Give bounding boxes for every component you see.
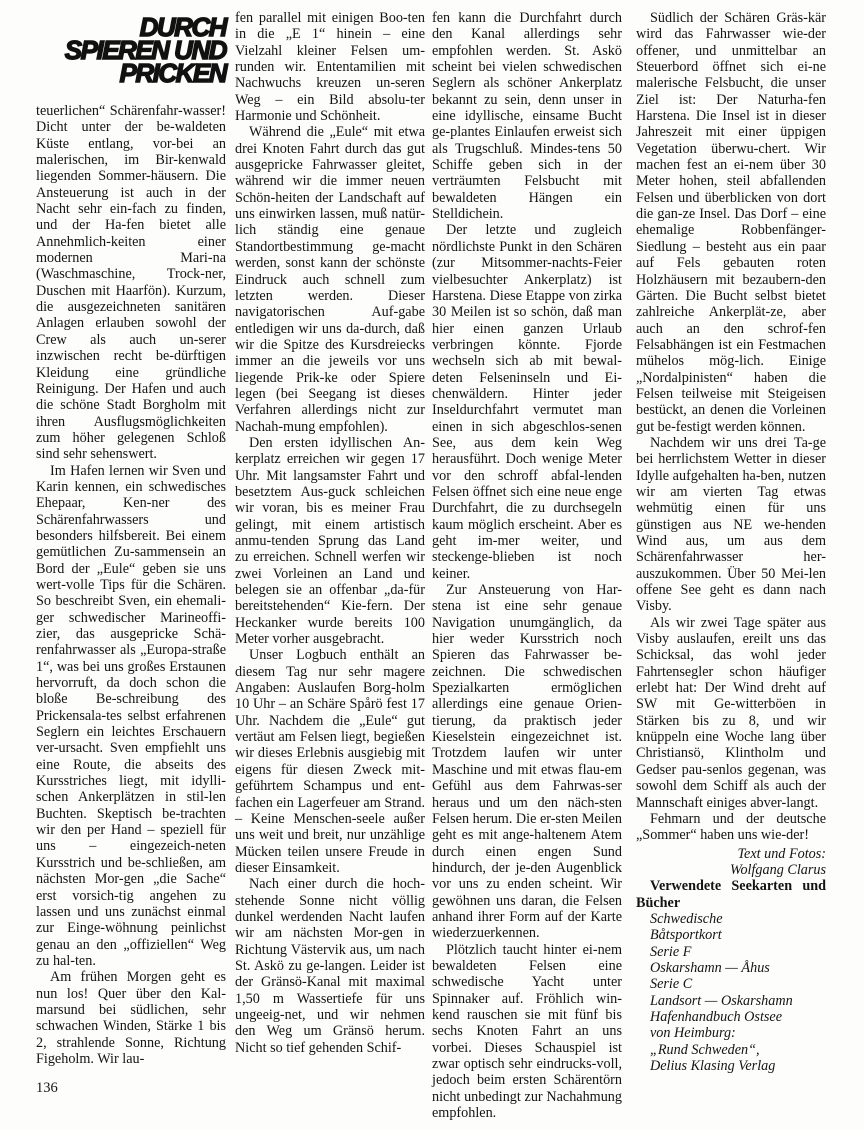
sources-item: von Heimburg: xyxy=(650,1025,736,1042)
title-line: SPIEREN UND xyxy=(64,35,226,65)
sources-item: Båtsportkort xyxy=(650,927,722,944)
sources-item: Hafenhandbuch Ostsee xyxy=(650,1008,782,1025)
paragraph: Im Hafen lernen wir Sven und Karin kennen, ein schwedisches Ehepaar, Ken-ner des Schärenfahrwassers und besonders hilfsbereit. Bei einem gemütlichen Zu-sammensein an Bord der „Eule“ geben sie uns wert-volle Tips für die Schären. So beschreibt Sven, ein ehemali-ger schwedischer Marineoffi-zier, das ausgepricke Schä-renfahrwasser als „Europa-straße 1“, was bei uns großes Erstaunen hervorruft, da doch schon die bloße Be-schreibung des Prickensala-tes selbst erfahrenen Seglern ein leichtes Erschauern ver-ursacht. Sven empfiehlt uns eine Route, die abseits des Kursstriches liegt, mit idylli-schen Ankerplätzen in stil-len Buchten. Skeptisch be-trachten wir den per Hand – speziell für uns – eingezeich-neten Kursstrich und be-schließen, am nächsten Mor-gen „die Sache“ erst vorsich-tig angehen zu lassen und uns zunächst einmal zur Einge-wöhnung peinlichst genau an den „offiziellen“ Weg zu hal-ten. xyxy=(36,462,226,969)
paragraph: Südlich der Schären Gräs-kär wird das Fahrwasser wie-der offener, und unmittelbar an Steuerbord öffnet sich ei-ne malerische Felsbucht, die unser Ziel ist: Der Naturha-fen Harstena. Die Insel ist in dieser Jahreszeit mit einer üppigen Vegetation überwu-chert. Wir machen fest an ei-nem über 30 Meter hohen, steil abfallenden Felsen und überblicken von dort die gan-ze Insel. Das Dorf – eine ehemalige Robbenfänger-Siedlung – besteht aus ein paar auf Fels gebauten roten Holzhäusern mit bezaubern-den Gärten. Die Bucht selbst bietet zahlreiche Ankerplät-ze, aber auch an den schrof-fen Felsabhängen ist ein Festmachen mühelos mög-lich. Einige „Nordalpinisten“ haben die Felsen teilweise mit Steigeisen bestückt, an denen die Vorleinen gut be-festigt werden können. xyxy=(636,10,826,435)
paragraph: Während die „Eule“ mit etwa drei Knoten Fahrt durch das gut ausgepricke Fahrwasser gleitet, während wir die immer neuen Schön-heiten der Landschaft auf uns einwirken lassen, muß natür-lich ständig eine genaue Standortbestimmung ge-macht werden, sonst kann der schönste Eindruck auch schnell zum letzten werden. Dieser navigatorischen Auf-gabe entledigen wir uns da-durch, daß wir die Spitze des Kursdreiecks immer an die jeweils vor uns liegende Prik-ke oder Spiere legen (bei Seegang ist dieses Verfahren allerdings nicht zur Nachah-mung empfohlen). xyxy=(235,124,425,435)
column-body xyxy=(432,10,622,1121)
column-body xyxy=(636,10,826,844)
sources-list xyxy=(636,911,826,1074)
sources-item: Serie F xyxy=(650,943,692,960)
text-column-4 xyxy=(636,10,826,1074)
paragraph: Unser Logbuch enthält an diesem Tag nur sehr magere Angaben: Auslaufen Borg-holm 10 Uhr – an Schäre Spårö fest 17 Uhr. Nachdem die „Eule“ gut vertäut am Felsen liegt, begießen wir dieses Erlebnis ausgiebig mit eigens für diesen Zweck mit-geführtem Schampus und ent-fachen ein Lagerfeuer am Strand. – Keine Menschen-seele außer uns weit und breit, nur unzählige Mücken teilen unsere Freude in dieser Einsamkeit. xyxy=(235,647,425,876)
paragraph: Nachdem wir uns drei Ta-ge bei herrlichstem Wetter in dieser Idylle aufgehalten ha-ben, nutzen wir am vierten Tag etwas wehmütig einen für uns günstigen aus NE we-henden Wind aus, um aus dem Schärenfahrwasser her-auszukommen. Über 50 Mei-len offene See geht es dann nach Visby. xyxy=(636,434,826,615)
paragraph: fen kann die Durchfahrt durch den Kanal allerdings sehr empfohlen werden. St. Askö scheint bei vielen schwedischen Seglern als schöner Ankerplatz bekannt zu sein, denn unser in eine idyllische, einsame Bucht ge-plantes Einlaufen erweist sich als Trugschluß. Mindes-tens 50 Schiffe geben sich in der verträumten Felsbucht mit bewaldeten Hängen ein Stelldichein. xyxy=(432,10,622,223)
sources-item: Delius Klasing Verlag xyxy=(650,1058,776,1074)
paragraph: Fehmarn und der deutsche „Sommer“ haben uns wie-der! xyxy=(636,810,826,844)
paragraph: Der letzte und zugleich nördlichste Punkt in den Schären (zur Mitsommer-nachts-Feier vielbesuchter Ankerplatz) ist Harstena. Diese Etappe von zirka 30 Meilen ist so schön, daß man hier einen ganzen Urlaub verbringen könnte. Fjorde wechseln sich ab mit bewal-deten Felseninseln und Ei-chenwäldern. Hinter jeder Inseldurchfahrt vermutet man einen in sich abgeschlos-senen See, aus dem kein Weg herausführt. Doch wenige Meter vor den schroff abfal-lenden Felsen öffnet sich eine neue enge Durchfahrt, die zu durchsegeln kaum möglich erscheint. Aber es geht im-mer weiter, und steckenge-blieben ist noch keiner. xyxy=(432,222,622,582)
paragraph: teuerlichen“ Schärenfahr-wasser! Dicht unter der be-waldeten Küste entlang, vor-bei an malerischen, im Bir-kenwald liegenden Sommer-häusern. Die Ansteuerung ist auch in der Nacht sehr ein-fach zu finden, und der Ha-fen bietet alle Annehmlich-keiten einer modernen Mari-na (Waschmaschine, Trock-ner, Duschen mit Haarfön). Kurzum, die ausgezeichneten sanitären Anlagen erlauben sowohl der Crew als auch un-serer inzwischen recht be-dürftigen Kleidung eine gründliche Reinigung. Der Hafen und auch die schöne Stadt Borgholm mit ihren Ausflugsmöglichkeiten zum höher gelegenen Schloß sind sehr sehenswert. xyxy=(36,103,226,463)
sources-item: Serie C xyxy=(650,976,693,993)
credits-line: Text und Fotos: xyxy=(737,845,826,862)
column-body xyxy=(235,10,425,1056)
sources-title: Verwendete Seekarten und Bücher xyxy=(636,878,826,911)
paragraph: Zur Ansteuerung von Har-stena ist eine sehr genaue Navigation unumgänglich, da hier weder Kursstrich noch Spieren das Fahrwasser be-zeichnen. Die schwedischen Spezialkarten ermöglichen allerdings eine genaue Orien-tierung, da praktisch jeder Kieselstein eingezeichnet ist. Trotzdem laufen wir unter Maschine und mit etwas flau-em Gefühl aus dem Fahrwas-ser heraus und um den näch-sten Felsen herum. Die er-sten Meilen geht es mit ange-haltenem Atem durch einen engen Sund hindurch, der je-den Augenblick vor uns zu enden scheint. Wir gewöhnen uns daran, die Felsen anhand ihrer Form auf der Karte wiederzuerkennen. xyxy=(432,582,623,942)
paragraph: Nach einer durch die hoch-stehende Sonne nicht völlig dunkel werdenden Nacht laufen wir am nächsten Mor-gen in Richtung Västervik aus, um nach St. Askö zu ge-langen. Leider ist der Gränsö-Kanal mit maximal 1,50 m Wassertiefe für uns ungeeig-net, und wir nehmen den Weg um Gränsö herum. Nicht so tief gehenden Schif- xyxy=(235,876,425,1056)
sources-item: „Rund Schweden“, xyxy=(650,1041,760,1058)
paragraph: Als wir zwei Tage später aus Visby auslaufen, ereilt uns das Schicksal, das wohl jeder Fahrtensegler schon häufiger erlebt hat: Der Wind dreht auf SW mit Ge-witterböen in Stärken bis zu 8, und wir knüppeln eine Woche lang über Christiansö, Klintholm und Gedser pau-senlos gegenan, was sowohl dem Schiff als auch der Mannschaft einiges abver-langt. xyxy=(636,614,826,811)
paragraph: Den ersten idyllischen An-kerplatz erreichen wir gegen 17 Uhr. Mit langsamster Fahrt und besetztem Aus-guck schleichen wir voran, bis es meiner Frau gelingt, mit einem artistisch anmu-tenden Sprung das Land zu erreichen. Schnell werfen wir zwei Vorleinen an Land und belegen sie an offenbar „da-für bereitstehenden“ Kie-fern. Der Heckanker wurde bereits 100 Meter vorher ausgebracht. xyxy=(235,434,425,648)
page-number: 136 xyxy=(36,1080,58,1096)
text-column-1 xyxy=(36,8,226,1067)
paragraph: fen parallel mit einigen Boo-ten in die „E 1“ hinein – eine Vielzahl kleiner Felsen um-runden wir. Ententamilien mit Nachwuchs kreuzen un-seren Weg – ein Bild absolu-ter Harmonie und Schönheit. xyxy=(235,10,425,125)
paragraph: Plötzlich taucht hinter ei-nem bewaldeten Felsen eine schwedische Yacht unter Spinnaker auf. Fröhlich win-kend rauschen sie mit fünf bis sechs Knoten Fahrt an uns vorbei. Dieses Schauspiel ist zwar optisch sehr eindrucks-voll, jedoch beim ersten Schärentörn nicht unbedingt zur Nachahmung empfohlen. xyxy=(432,941,622,1122)
sources-item: Oskarshamn — Åhus xyxy=(650,959,770,976)
sources-box xyxy=(636,878,826,1074)
title-line: DURCH xyxy=(139,12,226,42)
paragraph: Am frühen Morgen geht es nun los! Quer über den Kal-marsund bei südlichen, sehr schwachen Winden, Stärke 1 bis 2, strahlende Sonne, Richtung Figeholm. Wir lau- xyxy=(36,969,226,1067)
article-title xyxy=(36,12,226,88)
sources-item: Landsort — Oskarshamn xyxy=(650,992,793,1009)
text-column-3 xyxy=(432,10,622,1121)
column-body xyxy=(36,103,226,1067)
title-line: PRICKEN xyxy=(119,58,226,88)
credits-line: Wolfgang Clarus xyxy=(729,861,826,878)
sources-item: Schwedische xyxy=(650,910,723,927)
author-credits xyxy=(636,846,826,879)
text-column-2 xyxy=(235,10,425,1056)
